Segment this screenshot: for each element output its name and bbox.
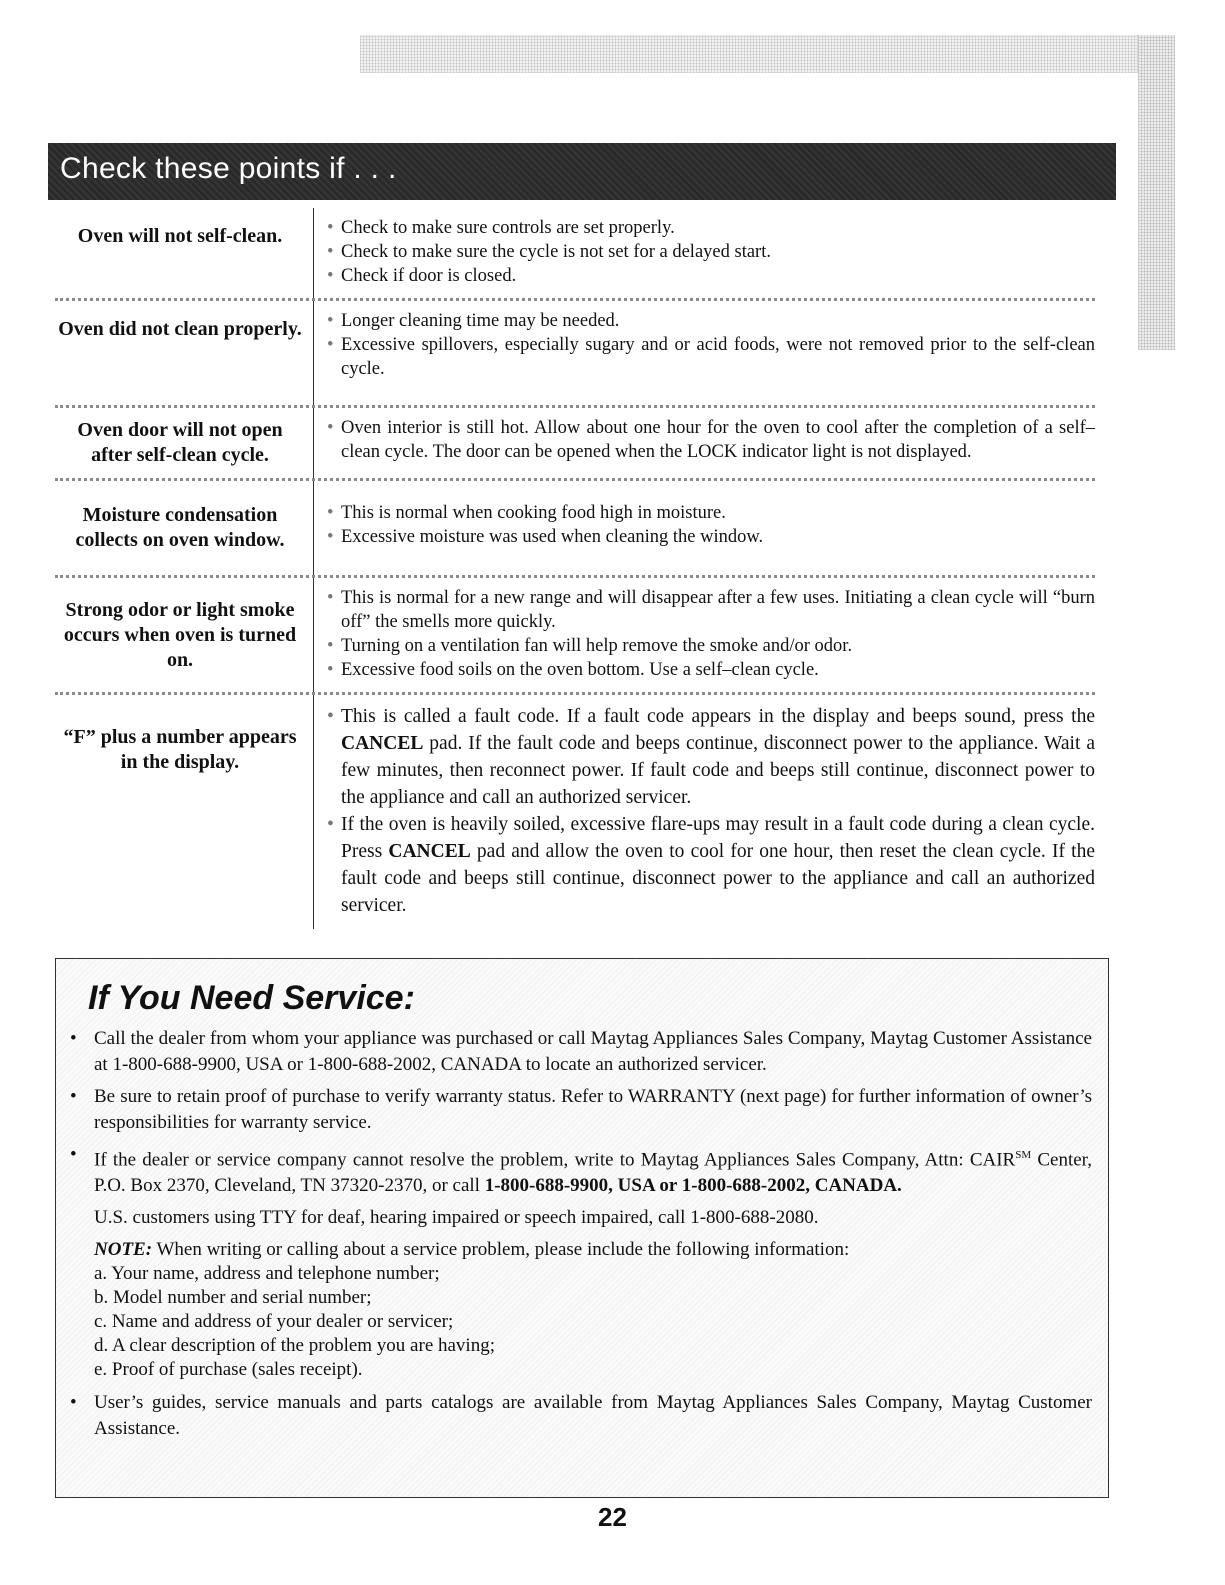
problem-cell [55,208,310,298]
solution-item: • This is normal when cooking food high in moisture. [327,501,1095,525]
solution-item: • This is called a fault code. If a fault code appears in the display and beeps sound, press the CANCEL pad. If the fault code and beeps continue, disconnect power to the appliance. Wait a few minutes, then reconnect power. If fault code and beeps still continue, disconnect power to the appliance and call an authorized servicer. [327,703,1095,811]
solution-item: • Excessive spillovers, especially sugary and or acid foods, were not removed prior to the self-clean cycle. [327,333,1095,381]
solutions-cell [313,695,1095,929]
solution-item: • Excessive food soils on the oven bottom. Use a self–clean cycle. [327,658,1095,682]
problem-text: Oven door will not open after self-clean cycle. [77,419,283,466]
service-bullet: • Call the dealer from whom your appliance was purchased or call Maytag Appliances Sales Company, Maytag Customer Assistance at 1-800-688-9900, USA or 1-800-688-2002, CANADA to locate an authorized servicer. [70,1026,1092,1078]
solutions-cell [313,408,1095,478]
solution-item: • Excessive moisture was used when cleaning the window. [327,525,1095,549]
problem-cell [55,578,310,692]
problem-cell [55,301,310,405]
note-list-item: a. Your name, address and telephone number; [94,1263,440,1285]
page-number: 22 [598,1502,627,1532]
section-header-bar [48,143,1116,200]
solutions-cell [313,578,1095,692]
tty-info: U.S. customers using TTY for deaf, hearing impaired or speech impaired, call 1-800-688-2080. [94,1207,819,1229]
troubleshooting-row [55,575,1095,692]
section-title: Check these points if . . . [60,152,397,185]
problem-text: Oven did not clean properly. [58,318,302,340]
solution-item: • If the oven is heavily soiled, excessive flare-ups may result in a fault code during a clean cycle. Press CANCEL pad and allow the oven to cool for one hour, then reset the clean cycle. If the fault code and beeps still continue, disconnect power to the appliance and call an authorized servicer. [327,811,1095,919]
problem-text: Oven will not self-clean. [77,225,283,247]
service-title: If You Need Service: [88,979,415,1017]
note-list-item: d. A clear description of the problem you are having; [94,1335,495,1357]
troubleshooting-row [55,692,1095,929]
problem-cell [55,408,310,478]
solutions-cell [313,208,1095,298]
troubleshooting-table [55,208,1095,929]
problem-text: Strong odor or light smoke occurs when oven is turned on. [63,598,297,671]
problem-cell [55,695,310,929]
decorative-halftone-top [360,35,1175,73]
problem-text: Moisture condensation collects on oven window. [75,504,285,551]
problem-text: “F” plus a number appears in the display. [63,726,297,773]
service-bullet: • User’s guides, service manuals and parts catalogs are available from Maytag Appliances Sales Company, Maytag Customer Assistance. [70,1390,1092,1442]
problem-cell [55,481,310,575]
troubleshooting-row [55,405,1095,478]
solution-item: • Check if door is closed. [327,264,1095,288]
service-info-box [55,958,1109,1498]
troubleshooting-row [55,298,1095,405]
note-list-item: c. Name and address of your dealer or servicer; [94,1311,454,1333]
solution-item: • Turning on a ventilation fan will help remove the smoke and/or odor. [327,634,1095,658]
solution-item: • Longer cleaning time may be needed. [327,309,1095,333]
note-list-item: b. Model number and serial number; [94,1287,372,1309]
service-bullet: • Be sure to retain proof of purchase to verify warranty status. Refer to WARRANTY (next page) for further information of owner’s responsibilities for warranty service. [70,1084,1092,1136]
solution-item: • Check to make sure controls are set properly. [327,216,1095,240]
solution-item: • Check to make sure the cycle is not set for a delayed start. [327,240,1095,264]
solutions-cell [313,301,1095,405]
solution-item: • This is normal for a new range and will disappear after a few uses. Initiating a clean cycle will “burn off” the smells more quickly. [327,586,1095,634]
troubleshooting-row [55,208,1095,298]
service-note: NOTE: When writing or calling about a service problem, please include the following information: [94,1239,850,1261]
decorative-halftone-side [1138,35,1175,350]
service-bullet: • If the dealer or service company cannot resolve the problem, write to Maytag Appliances Sales Company, Attn: CAIR℠ Center, P.O. Box 2370, Cleveland, TN 37320-2370, or call 1-800-688-9900, USA or 1-800-688-2002, CANADA. [70,1142,1092,1199]
note-list-item: e. Proof of purchase (sales receipt). [94,1359,363,1381]
troubleshooting-row [55,478,1095,575]
solution-item: • Oven interior is still hot. Allow about one hour for the oven to cool after the completion of a self–clean cycle. The door can be opened when the LOCK indicator light is not displayed. [327,416,1095,464]
solutions-cell [313,481,1095,575]
